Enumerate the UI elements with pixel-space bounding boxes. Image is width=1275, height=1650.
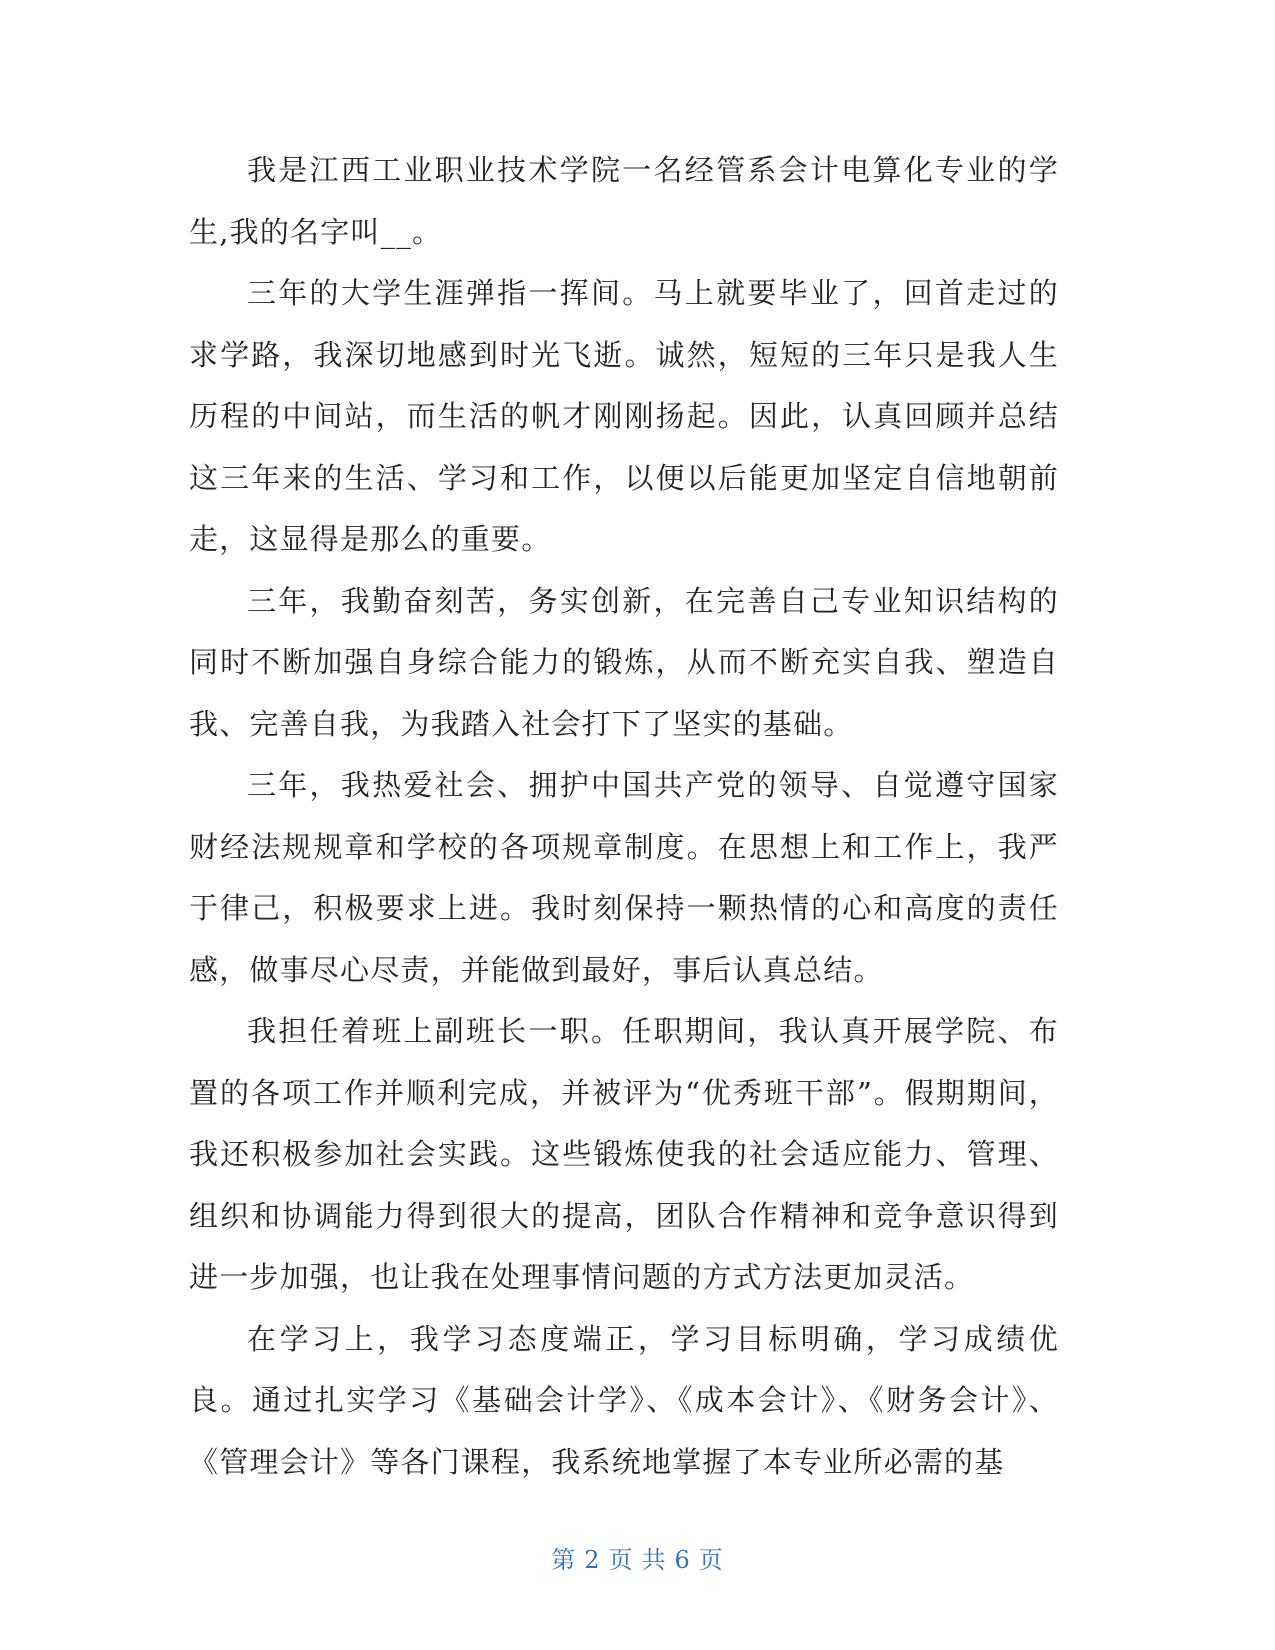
paragraph-conduct: 三年，我热爱社会、拥护中国共产党的领导、自觉遵守国家财经法规规章和学校的各项规章制度。在思想上和工作上，我严于律己，积极要求上进。我时刻保持一颗热情的心和高度的责任感，做事尽心尽责，并能做到最好，事后认真总结。 bbox=[189, 768, 1059, 987]
paragraph-class-role: 我担任着班上副班长一职。任职期间，我认真开展学院、布置的各项工作并顺利完成，并被评为“优秀班干部”。假期期间，我还积极参加社会实践。这些锻炼使我的社会适应能力、管理、组织和协调能力得到很大的提高，团队合作精神和竞争意识得到进一步加强，也让我在处理事情问题的方式方法更加灵活。 bbox=[189, 1014, 1059, 1294]
page-footer bbox=[0, 1540, 1275, 1575]
footer-prefix: 第 bbox=[551, 1546, 577, 1574]
paragraph-diligence: 三年，我勤奋刻苦，务实创新，在完善自己专业知识结构的同时不断加强自身综合能力的锻炼，从而不断充实自我、塑造自我、完善自我，为我踏入社会打下了坚实的基础。 bbox=[189, 583, 1059, 741]
footer-current-page: 2 bbox=[584, 1546, 601, 1574]
footer-total-prefix: 共 bbox=[641, 1546, 667, 1574]
footer-total-pages: 6 bbox=[674, 1546, 691, 1574]
footer-total-unit: 页 bbox=[698, 1546, 724, 1574]
paragraph-intro: 我是江西工业职业技术学院一名经管系会计电算化专业的学生,我的名字叫__。 bbox=[189, 153, 1059, 249]
paragraph-reflection: 三年的大学生涯弹指一挥间。马上就要毕业了，回首走过的求学路，我深切地感到时光飞逝。诚然，短短的三年只是我人生历程的中间站，而生活的帆才刚刚扬起。因此，认真回顾并总结这三年来的生活、学习和工作，以便以后能更加坚定自信地朝前走，这显得是那么的重要。 bbox=[189, 276, 1059, 556]
document-body bbox=[189, 140, 1059, 1493]
footer-page-unit: 页 bbox=[608, 1546, 634, 1574]
paragraph-study: 在学习上，我学习态度端正，学习目标明确，学习成绩优良。通过扎实学习《基础会计学》、《成本会计》、《财务会计》、《管理会计》等各门课程，我系统地掌握了本专业所必需的基 bbox=[189, 1321, 1059, 1479]
